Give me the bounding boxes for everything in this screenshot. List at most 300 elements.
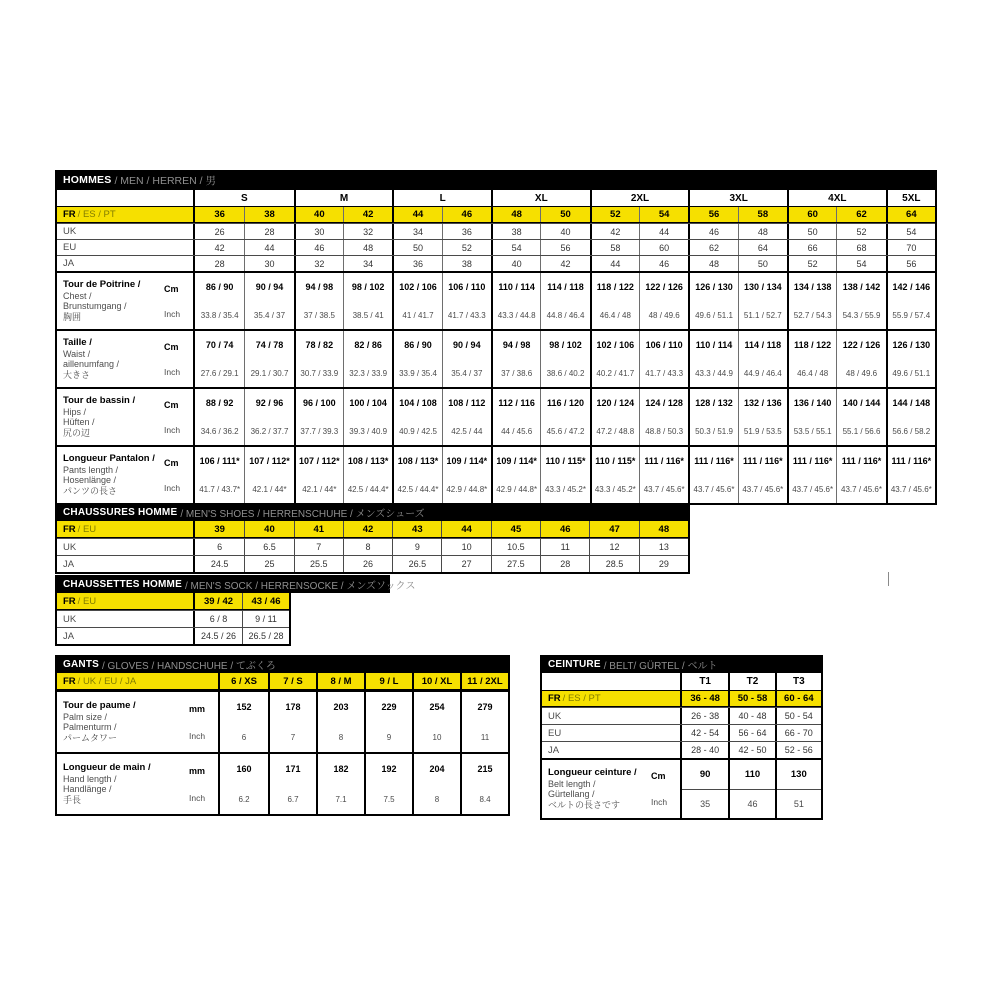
pants-measure-cell: 108 / 113* 42.5 / 44.4* <box>343 447 392 503</box>
chest-measure-cell: 106 / 110 41.7 / 43.3 <box>442 273 491 329</box>
eu-size-cell: 52 <box>442 240 491 255</box>
gloves-table-title <box>55 655 510 673</box>
belt-length-unit-cm: Cm <box>651 771 666 781</box>
shoe-ja-cell: 27 <box>441 556 490 572</box>
pants-measure-cell: 111 / 116* 43.7 / 45.6* <box>738 447 787 503</box>
shoes-fr-row-label: FR / EU <box>57 521 195 537</box>
pants-label-ja: パンツの長さ <box>63 485 118 496</box>
belt-eu-row <box>542 724 821 741</box>
belt-length-label-en: Belt length / <box>548 778 596 789</box>
belt-uk-cell: 40 - 48 <box>728 708 774 724</box>
gloves-title-secondary: / GLOVES / HANDSCHUHE / てぶくろ <box>102 660 276 672</box>
belt-t-header-cells <box>682 673 821 690</box>
palm-measure-cell: 254 10 <box>412 692 460 752</box>
waist-measure-cell: 94 / 98 37 / 38.6 <box>491 331 540 387</box>
chest-measure-cell: 130 / 134 51.1 / 52.7 <box>738 273 787 329</box>
pants-measure-cell: 107 / 112* 42.1 / 44* <box>244 447 293 503</box>
chest-unit-cm: Cm <box>164 283 179 294</box>
shoe-uk-cell: 10.5 <box>491 539 540 555</box>
uk-size-cell: 42 <box>590 224 639 239</box>
hand-measure-cell: 160 6.2 <box>236 764 252 804</box>
men-waist-row <box>57 329 935 387</box>
chest-measure-cell: 114 / 118 44.8 / 46.4 <box>540 273 589 329</box>
gloves-table <box>55 655 510 816</box>
uk-size-cell: 36 <box>442 224 491 239</box>
chest-label-cell <box>57 273 195 329</box>
belt-fr-cells <box>682 691 821 706</box>
sock-uk-cell: 6 / 8 <box>209 614 228 624</box>
sock-size-cell: 43 / 46 <box>242 593 289 609</box>
fr-size-cell: 46 <box>442 207 491 222</box>
fr-size-cell: 36 <box>214 209 225 220</box>
men-size-table <box>55 170 937 505</box>
waist-measure-cell: 86 / 90 33.9 / 35.4 <box>392 331 441 387</box>
belt-length-unit-inch: Inch <box>651 797 668 807</box>
glove-size-cell: 7 / S <box>268 673 316 689</box>
shoe-uk-cell: 11 <box>540 539 589 555</box>
hips-measure-cell: 108 / 112 42.5 / 44 <box>442 389 491 445</box>
hips-measure-cell: 140 / 144 55.1 / 56.6 <box>836 389 885 445</box>
sock-size-cell: 39 / 42 <box>203 595 234 607</box>
fr-size-cell: 64 <box>886 207 935 222</box>
belt-ja-cell: 28 - 40 <box>691 745 720 755</box>
palm-measure-cell: 203 8 <box>316 692 364 752</box>
hand-unit-mm: mm <box>189 765 206 776</box>
palm-measure-cell: 229 9 <box>364 692 412 752</box>
chest-cells <box>195 273 935 329</box>
eu-size-cell: 70 <box>886 240 935 255</box>
waist-measure-cell: 110 / 114 43.3 / 44.9 <box>688 331 737 387</box>
belt-t-header-cell: T2 <box>728 673 774 690</box>
size-group-3xl: 3XL <box>688 190 787 206</box>
belt-table-title <box>540 655 823 673</box>
belt-length-cells <box>682 760 821 818</box>
men-eu-row-label: EU <box>57 240 195 255</box>
hips-measure-cell: 88 / 92 34.6 / 36.2 <box>200 398 239 436</box>
uk-size-cell: 28 <box>244 224 293 239</box>
hips-measure-cell: 104 / 108 40.9 / 42.5 <box>392 389 441 445</box>
belt-ja-cell: 42 - 50 <box>728 742 774 758</box>
palm-label-de: Palmenturm / <box>63 722 117 733</box>
belt-uk-cell: 50 - 54 <box>775 708 821 724</box>
hips-measure-cell: 124 / 128 48.8 / 50.3 <box>639 389 688 445</box>
eu-size-cell: 42 <box>214 242 225 253</box>
eu-size-cell: 62 <box>688 240 737 255</box>
eu-size-cell: 48 <box>343 240 392 255</box>
ja-size-cell: 36 <box>392 256 441 271</box>
glove-size-cell: 11 / 2XL <box>460 673 508 689</box>
fr-size-cell: 48 <box>491 207 540 222</box>
hips-measure-cell: 112 / 116 44 / 45.6 <box>491 389 540 445</box>
socks-uk-row <box>57 610 289 627</box>
gloves-title-primary: GANTS <box>63 658 99 670</box>
waist-label-fr: Taille / <box>63 337 92 349</box>
uk-size-cell: 54 <box>886 224 935 239</box>
waist-measure-cell: 106 / 110 41.7 / 43.3 <box>639 331 688 387</box>
fr-size-cell: 38 <box>244 207 293 222</box>
hips-unit-inch: Inch <box>164 424 181 435</box>
pants-label-fr: Longueur Pantalon / <box>63 453 155 465</box>
hips-measure-cell: 100 / 104 39.3 / 40.9 <box>343 389 392 445</box>
men-fr-row-label: FR / ES / PT <box>57 207 195 222</box>
chest-measure-cell: 142 / 146 55.9 / 57.4 <box>886 273 935 329</box>
socks-uk-cells <box>195 611 289 627</box>
pants-measure-cell: 110 / 115* 43.3 / 45.2* <box>590 447 639 503</box>
fr-size-cell: 52 <box>590 207 639 222</box>
pants-label-en: Pants length / <box>63 464 119 475</box>
palm-label-ja: パームタワー <box>63 732 118 743</box>
hand-measure-cell: 171 6.7 <box>268 754 316 814</box>
shoe-ja-cell: 28 <box>540 556 589 572</box>
shoe-size-cell: 42 <box>343 521 392 537</box>
eu-size-cell: 68 <box>836 240 885 255</box>
palm-measure-cell: 279 11 <box>460 692 508 752</box>
pants-measure-cell: 108 / 113* 42.5 / 44.4* <box>392 447 441 503</box>
pants-unit-cm: Cm <box>164 457 179 468</box>
socks-fr-row <box>57 593 289 610</box>
shoe-uk-cell: 7 <box>294 539 343 555</box>
shoes-title-primary: CHAUSSURES HOMME <box>63 507 178 518</box>
men-eu-cells <box>195 240 935 255</box>
socks-ja-cells <box>195 628 289 644</box>
ja-size-cell: 34 <box>343 256 392 271</box>
hand-label-cell <box>57 754 220 814</box>
shoe-size-cell: 47 <box>589 521 638 537</box>
shoes-table-body <box>55 521 690 574</box>
shoes-ja-cells <box>195 556 688 572</box>
sock-uk-cell: 9 / 11 <box>242 611 289 627</box>
shoe-size-cell: 45 <box>491 521 540 537</box>
chest-label-fr: Tour de Poitrine / <box>63 279 141 291</box>
fr-size-cell: 42 <box>343 207 392 222</box>
waist-label-cell <box>57 331 195 387</box>
belt-empty-corner-cell <box>542 673 682 690</box>
chest-measure-cell: 122 / 126 48 / 49.6 <box>639 273 688 329</box>
men-shoes-table <box>55 504 690 574</box>
men-uk-row-label: UK <box>57 224 195 239</box>
shoe-size-cell: 44 <box>441 521 490 537</box>
shoe-ja-cell: 24.5 <box>210 559 229 569</box>
chest-measure-cell: 90 / 94 35.4 / 37 <box>244 273 293 329</box>
shoe-uk-cell: 9 <box>392 539 441 555</box>
size-group-5xl: 5XL <box>886 190 935 206</box>
men-chest-row <box>57 271 935 329</box>
belt-size-cell: 60 - 64 <box>775 691 821 706</box>
belt-length-label-ja: ベルトの長さです <box>548 799 621 810</box>
chest-measure-cell: 134 / 138 52.7 / 54.3 <box>787 273 836 329</box>
hips-label-cell <box>57 389 195 445</box>
men-ja-row <box>57 255 935 271</box>
belt-t-header-cell: T1 <box>699 676 711 687</box>
men-pants-length-row <box>57 445 935 503</box>
hand-measure-cell: 192 7.5 <box>364 754 412 814</box>
shoe-ja-cell: 25 <box>244 556 293 572</box>
chest-label-de: Brunstumgang / <box>63 301 127 312</box>
hand-label-ja: 手長 <box>63 794 82 805</box>
socks-fr-row-label: FR / EU <box>57 593 195 609</box>
ja-size-cell: 38 <box>442 256 491 271</box>
hips-measure-cell: 136 / 140 53.5 / 55.1 <box>787 389 836 445</box>
hips-cells <box>195 389 935 445</box>
chest-label-ja: 胸囲 <box>63 311 82 322</box>
shoe-ja-cell: 26 <box>343 556 392 572</box>
hips-measure-cell: 116 / 120 45.6 / 47.2 <box>540 389 589 445</box>
hips-measure-cell: 132 / 136 51.9 / 53.5 <box>738 389 787 445</box>
waist-measure-cell: 74 / 78 29.1 / 30.7 <box>244 331 293 387</box>
waist-measure-cell: 122 / 126 48 / 49.6 <box>836 331 885 387</box>
size-group-l: L <box>392 190 491 206</box>
chest-measure-cell: 110 / 114 43.3 / 44.8 <box>491 273 540 329</box>
hand-cells <box>220 754 508 814</box>
pants-measure-cell: 111 / 116* 43.7 / 45.6* <box>787 447 836 503</box>
palm-label-fr: Tour de paume / <box>63 700 136 712</box>
gloves-hand-length-row <box>57 752 508 814</box>
socks-title-secondary: / MEN'S SOCK / HERRENSOCKE / メンズソックス <box>184 580 416 592</box>
chest-unit-inch: Inch <box>164 308 181 319</box>
uk-size-cell: 52 <box>836 224 885 239</box>
uk-size-cell: 48 <box>738 224 787 239</box>
belt-length-label-de: Gürtellang / <box>548 789 595 800</box>
hand-label-en: Hand length / <box>63 773 117 784</box>
fr-size-cell: 40 <box>294 207 343 222</box>
waist-measure-cell: 98 / 102 38.6 / 40.2 <box>540 331 589 387</box>
shoe-size-cell: 43 <box>392 521 441 537</box>
shoe-size-cell: 48 <box>639 521 688 537</box>
size-group-4xl: 4XL <box>787 190 886 206</box>
chest-measure-cell: 94 / 98 37 / 38.5 <box>294 273 343 329</box>
eu-size-cell: 46 <box>294 240 343 255</box>
uk-size-cell: 38 <box>491 224 540 239</box>
socks-table-body <box>55 593 291 646</box>
hips-label-en: Hips / <box>63 406 87 417</box>
men-uk-row <box>57 223 935 239</box>
pants-measure-cell: 110 / 115* 43.3 / 45.2* <box>540 447 589 503</box>
socks-ja-label: JA <box>57 628 195 644</box>
men-eu-row <box>57 239 935 255</box>
hand-label-de: Handlänge / <box>63 784 112 795</box>
ja-size-cell: 46 <box>639 256 688 271</box>
uk-size-cell: 30 <box>294 224 343 239</box>
chest-measure-cell: 98 / 102 38.5 / 41 <box>343 273 392 329</box>
men-size-group-row <box>57 190 935 206</box>
belt-t-header-row <box>542 673 821 690</box>
waist-unit-cm: Cm <box>164 341 179 352</box>
waist-measure-cell: 78 / 82 30.7 / 33.9 <box>294 331 343 387</box>
shoe-size-cell: 39 <box>214 523 225 535</box>
hips-label-de: Hüften / <box>63 417 95 428</box>
men-hips-row <box>57 387 935 445</box>
shoes-ja-row <box>57 555 688 572</box>
ja-size-cell: 54 <box>836 256 885 271</box>
belt-fr-row-label: FR / ES / PT <box>542 691 682 706</box>
belt-t-header-cell: T3 <box>775 673 821 690</box>
ja-size-cell: 44 <box>590 256 639 271</box>
uk-size-cell: 26 <box>214 226 225 237</box>
men-size-group-cells <box>195 190 935 206</box>
shoe-size-cell: 41 <box>294 521 343 537</box>
chest-measure-cell: 86 / 90 33.8 / 35.4 <box>200 282 239 320</box>
belt-size-cell: 50 - 58 <box>728 691 774 706</box>
pants-unit-inch: Inch <box>164 482 181 493</box>
waist-measure-cell: 90 / 94 35.4 / 37 <box>442 331 491 387</box>
shoes-fr-row <box>57 521 688 538</box>
hand-measure-cell: 182 7.1 <box>316 754 364 814</box>
belt-eu-label: EU <box>542 725 682 741</box>
uk-size-cell: 32 <box>343 224 392 239</box>
waist-label-en: Waist / <box>63 348 91 359</box>
hips-measure-cell: 144 / 148 56.6 / 58.2 <box>886 389 935 445</box>
waist-measure-cell: 118 / 122 46.4 / 48 <box>787 331 836 387</box>
eu-size-cell: 66 <box>787 240 836 255</box>
waist-measure-cell: 126 / 130 49.6 / 51.1 <box>886 331 935 387</box>
ja-size-cell: 48 <box>688 256 737 271</box>
belt-length-label-cell <box>542 760 682 818</box>
waist-measure-cell: 70 / 74 27.6 / 29.1 <box>200 340 239 378</box>
belt-length-cell: 110 46 <box>728 760 774 818</box>
chest-measure-cell: 102 / 106 41 / 41.7 <box>392 273 441 329</box>
belt-uk-cells <box>682 708 821 724</box>
uk-size-cell: 34 <box>392 224 441 239</box>
shoe-uk-cell: 10 <box>441 539 490 555</box>
shoe-ja-cell: 29 <box>639 556 688 572</box>
men-socks-table <box>55 575 416 646</box>
belt-fr-row <box>542 690 821 707</box>
socks-title-primary: CHAUSSETTES HOMME <box>63 578 182 590</box>
palm-measure-cell: 152 6 <box>236 702 252 742</box>
gloves-size-row-label: FR / UK / EU / JA <box>57 673 220 689</box>
eu-size-cell: 44 <box>244 240 293 255</box>
hips-unit-cm: Cm <box>164 399 179 410</box>
pants-measure-cell: 106 / 111* 41.7 / 43.7* <box>199 456 241 494</box>
eu-size-cell: 54 <box>491 240 540 255</box>
belt-table-body <box>540 673 823 820</box>
size-group-xl: XL <box>491 190 590 206</box>
belt-eu-cell: 56 - 64 <box>728 725 774 741</box>
pants-label-cell <box>57 447 195 503</box>
gloves-size-cells <box>220 673 508 689</box>
chest-measure-cell: 118 / 122 46.4 / 48 <box>590 273 639 329</box>
belt-eu-cell: 66 - 70 <box>775 725 821 741</box>
eu-size-cell: 64 <box>738 240 787 255</box>
pants-cells <box>195 447 935 503</box>
shoe-ja-cell: 27.5 <box>491 556 540 572</box>
gloves-table-body <box>55 673 510 816</box>
socks-uk-label: UK <box>57 611 195 627</box>
waist-measure-cell: 82 / 86 32.3 / 33.9 <box>343 331 392 387</box>
pants-measure-cell: 111 / 116* 43.7 / 45.6* <box>639 447 688 503</box>
pants-measure-cell: 107 / 112* 42.1 / 44* <box>294 447 343 503</box>
glove-size-cell: 10 / XL <box>412 673 460 689</box>
hips-label-ja: 尻の辺 <box>63 427 91 438</box>
stray-border-artifact <box>888 572 889 586</box>
uk-size-cell: 50 <box>787 224 836 239</box>
fr-size-cell: 58 <box>738 207 787 222</box>
hips-measure-cell: 92 / 96 36.2 / 37.7 <box>244 389 293 445</box>
shoes-uk-label: UK <box>57 539 195 555</box>
belt-eu-cell: 42 - 54 <box>691 728 720 738</box>
shoe-uk-cell: 13 <box>639 539 688 555</box>
ja-size-cell: 40 <box>491 256 540 271</box>
size-group-2xl: 2XL <box>590 190 689 206</box>
belt-title-secondary: / BELT/ GÜRTEL / ベルト <box>603 660 718 672</box>
eu-size-cell: 50 <box>392 240 441 255</box>
belt-table <box>540 655 823 820</box>
fr-size-cell: 54 <box>639 207 688 222</box>
pants-measure-cell: 111 / 116* 43.7 / 45.6* <box>836 447 885 503</box>
socks-ja-row <box>57 627 289 644</box>
belt-size-cell: 36 - 48 <box>690 693 720 704</box>
eu-size-cell: 60 <box>639 240 688 255</box>
chest-measure-cell: 126 / 130 49.6 / 51.1 <box>688 273 737 329</box>
shoe-ja-cell: 26.5 <box>392 556 441 572</box>
hips-measure-cell: 128 / 132 50.3 / 51.9 <box>688 389 737 445</box>
waist-unit-inch: Inch <box>164 366 181 377</box>
pants-measure-cell: 109 / 114* 42.9 / 44.8* <box>442 447 491 503</box>
waist-measure-cell: 114 / 118 44.9 / 46.4 <box>738 331 787 387</box>
size-group-m: M <box>294 190 393 206</box>
belt-eu-cells <box>682 725 821 741</box>
ja-size-cell: 32 <box>294 256 343 271</box>
socks-fr-cells <box>195 593 289 609</box>
men-table-title <box>55 170 937 190</box>
waist-cells <box>195 331 935 387</box>
ja-size-cell: 50 <box>738 256 787 271</box>
shoes-uk-row <box>57 538 688 555</box>
shoe-size-cell: 46 <box>540 521 589 537</box>
shoe-uk-cell: 8 <box>343 539 392 555</box>
shoe-uk-cell: 6.5 <box>244 539 293 555</box>
shoe-ja-cell: 28.5 <box>589 556 638 572</box>
ja-size-cell: 28 <box>214 258 225 269</box>
belt-uk-row <box>542 707 821 724</box>
belt-length-cell: 130 51 <box>775 760 821 818</box>
men-ja-cells <box>195 256 935 271</box>
hand-measure-cell: 204 8 <box>412 754 460 814</box>
ja-size-cell: 30 <box>244 256 293 271</box>
palm-cells <box>220 692 508 752</box>
men-uk-cells <box>195 224 935 239</box>
uk-size-cell: 46 <box>688 224 737 239</box>
shoes-ja-label: JA <box>57 556 195 572</box>
empty-corner-cell <box>57 190 195 206</box>
belt-ja-cell: 52 - 56 <box>775 742 821 758</box>
gloves-size-row <box>57 673 508 690</box>
palm-label-en: Palm size / <box>63 711 108 722</box>
men-title-secondary: / MEN / HERREN / 男 <box>114 174 216 187</box>
hips-label-fr: Tour de bassin / <box>63 395 136 407</box>
palm-label-cell <box>57 692 220 752</box>
pants-measure-cell: 111 / 116* 43.7 / 45.6* <box>688 447 737 503</box>
glove-size-cell: 8 / M <box>316 673 364 689</box>
belt-uk-cell: 26 - 38 <box>691 711 720 721</box>
fr-size-cell: 50 <box>540 207 589 222</box>
hand-label-fr: Longueur de main / <box>63 762 151 774</box>
men-title-primary: HOMMES <box>63 174 112 186</box>
belt-length-cell: 90 35 <box>682 760 728 818</box>
chest-label-en: Chest / <box>63 290 92 301</box>
belt-ja-row <box>542 741 821 758</box>
shoe-uk-cell: 12 <box>589 539 638 555</box>
shoes-title-secondary: / MEN'S SHOES / HERRENSCHUHE / メンズシューズ <box>180 509 425 520</box>
waist-measure-cell: 102 / 106 40.2 / 41.7 <box>590 331 639 387</box>
chest-measure-cell: 138 / 142 54.3 / 55.9 <box>836 273 885 329</box>
uk-size-cell: 44 <box>639 224 688 239</box>
hips-measure-cell: 96 / 100 37.7 / 39.3 <box>294 389 343 445</box>
sock-ja-cell: 24.5 / 26 <box>200 631 237 641</box>
glove-size-cell: 6 / XS <box>231 675 257 687</box>
palm-unit-mm: mm <box>189 703 206 714</box>
hand-measure-cell: 215 8.4 <box>460 754 508 814</box>
